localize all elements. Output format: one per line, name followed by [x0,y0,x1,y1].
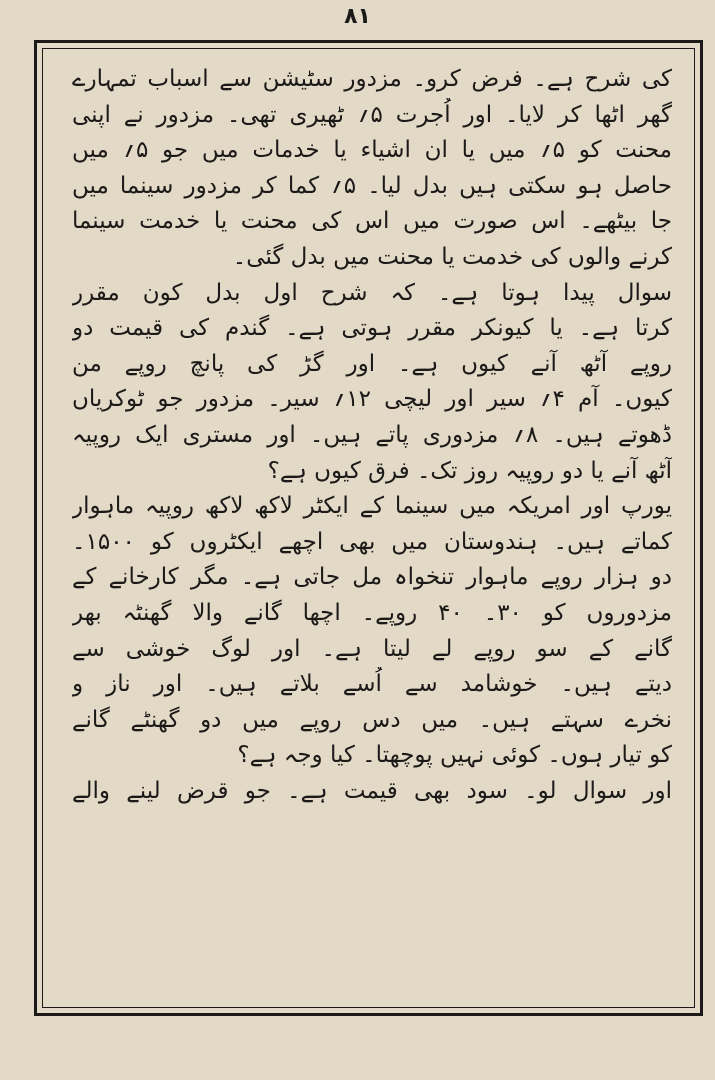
text-line: جا بیٹھے۔ اس صورت میں اس کی محنت یا خدمت سینما [72,208,672,235]
text-line: سوال پیدا ہوتا ہے۔ کہ شرح اول بدل کون مقرر [72,279,672,306]
text-line: دیتے ہیں۔ خوشامد سے اُسے بلاتے ہیں۔ اور ناز و [72,671,672,698]
text-line: اور سوال لو۔ سود بھی قیمت ہے۔ جو قرض لینے والے [72,777,672,804]
text-line: نخرے سہتے ہیں۔ میں دس روپے میں دو گھنٹے گانے [72,706,672,733]
text-line: گھر اٹھا کر لایا۔ اور اُجرت ۵؍ ٹھیری تھی۔ مزدور نے اپنی [72,101,672,128]
text-line: کماتے ہیں۔ ہندوستان میں بھی اچھے ایکٹروں کو ۱۵۰۰۔ [72,528,672,555]
text-line: روپے آٹھ آنے کیوں ہے۔ اور گڑ کی پانچ روپے من [72,350,672,377]
text-line: آٹھ آنے یا دو روپیہ روز تک۔ فرق کیوں ہے؟ [267,457,672,484]
text-line: یورپ اور امریکہ میں سینما کے ایکٹر لاکھ لاکھ روپیہ ماہوار [72,493,672,520]
text-line: مزدوروں کو ۳۰۔ ۴۰ روپے۔ اچھا گانے والا گھنٹہ بھر [72,599,672,626]
text-line: حاصل ہو سکتی ہیں بدل لیا۔ ۵؍ کما کر مزدور سینما میں [72,172,672,199]
body-text [72,62,672,809]
text-line: کو تیار ہوں۔ کوئی نہیں پوچھتا۔ کیا وجہ ہے؟ [237,742,672,769]
text-line: گانے کے سو روپے لے لیتا ہے۔ اور لوگ خوشی سے [72,635,672,662]
text-line: ڈھوتے ہیں۔ ۸؍ مزدوری پاتے ہیں۔ اور مستری ایک روپیہ [72,421,672,448]
text-line: کیوں۔ آم ۴؍ سیر اور لیچی ۱۲؍ سیر۔ مزدور جو ٹوکریاں [72,386,672,413]
text-line: کرنے والوں کی خدمت یا محنت میں بدل گئی۔ [232,243,672,270]
text-line: محنت کو ۵؍ میں یا ان اشیاء یا خدمات میں جو ۵؍ میں [72,137,672,164]
page-number: ۸۱ [344,4,371,29]
text-line: کرتا ہے۔ یا کیونکر مقرر ہوتی ہے۔ گندم کی قیمت دو [72,315,672,342]
text-line: کی شرح ہے۔ فرض کرو۔ مزدور سٹیشن سے اسباب تمہارے [72,66,672,92]
text-line: دو ہزار روپے ماہوار تنخواہ مل جاتی ہے۔ مگر کارخانے کے [72,564,672,591]
